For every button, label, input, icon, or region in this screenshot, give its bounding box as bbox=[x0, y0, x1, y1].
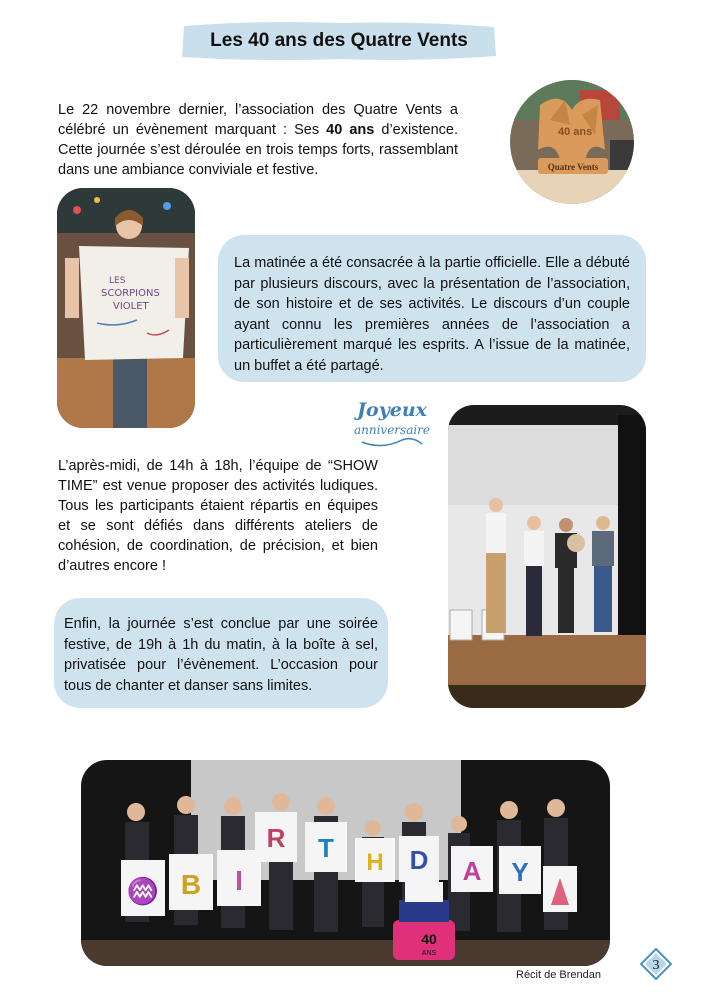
stage-group-photo bbox=[448, 405, 646, 708]
author-signature: Récit de Brendan bbox=[516, 969, 601, 981]
trophy-photo bbox=[510, 80, 634, 204]
afternoon-paragraph: L’après-midi, de 14h à 18h, l’équipe de “SHOW TIME” est venue proposer des activités ludiques. Tous les participants étaient répartis en équipes et se sont défiés dans différents ateliers de cohésion, de coordination, de précision, et bien d’autres encore ! bbox=[58, 458, 378, 574]
joyeux-anniversaire-decoration bbox=[342, 394, 442, 454]
trophy-number-label: 40 ans bbox=[558, 126, 593, 138]
title-banner bbox=[180, 18, 498, 64]
morning-text: La matinée a été consacrée à la partie officielle. Elle a débuté par plusieurs discours, avec la présentation de l’association, de son histoire et de ses activités. Le discours d’un couple ayant connu les premières années de l’association a particulièrement marqué les esprits. A l’issue de la matinée, un buffet a été partagé. bbox=[234, 255, 630, 374]
letter-b: B bbox=[180, 869, 202, 900]
birthday-group-photo bbox=[81, 760, 610, 966]
letter-r: R bbox=[266, 823, 286, 853]
trophy-logo-label: Quatre Vents bbox=[547, 162, 599, 172]
letter-i: I bbox=[235, 865, 243, 896]
morning-text-bubble bbox=[218, 235, 646, 382]
sheet-text-line2: SCORPIONS bbox=[101, 288, 160, 299]
cake-label: ANS bbox=[421, 950, 437, 957]
svg-text:♒: ♒ bbox=[126, 876, 160, 906]
letter-t: T bbox=[318, 833, 334, 863]
cake-number: 40 bbox=[421, 931, 437, 947]
page-title: Les 40 ans des Quatre Vents bbox=[210, 30, 468, 51]
page-number: 3 bbox=[652, 958, 660, 973]
evening-text-bubble bbox=[54, 598, 388, 708]
joyeux-line2: anniversaire bbox=[353, 423, 431, 437]
letter-d: D bbox=[409, 845, 429, 875]
joyeux-line1: Joyeux bbox=[357, 399, 427, 421]
letter-a: A bbox=[462, 856, 482, 886]
team-sheet-photo bbox=[57, 188, 195, 428]
evening-text: Enfin, la journée s’est conclue par une soirée festive, de 19h à 1h du matin, à la boîte à sel, privatisée pour l’évènement. L’occasion pour tous de chanter et danser sans limites. bbox=[64, 616, 378, 694]
intro-paragraph bbox=[58, 100, 458, 180]
intro-text-bold: 40 ans bbox=[326, 122, 375, 138]
intro-text-start: Le 22 novembre dernier, l’association des Quatre Vents a célébré un évènement marquant : Ses bbox=[58, 102, 458, 138]
sheet-text-line3: VIOLET bbox=[113, 301, 149, 312]
intro-text-end: d’existence. Cette journée s’est déroulée en trois temps forts, rassemblant dans une ambiance conviviale et festive. bbox=[58, 122, 458, 178]
letter-y: Y bbox=[511, 857, 529, 887]
letter-h: H bbox=[366, 849, 384, 876]
page-number-badge bbox=[640, 948, 672, 980]
sheet-text-line1: LES bbox=[109, 276, 126, 286]
